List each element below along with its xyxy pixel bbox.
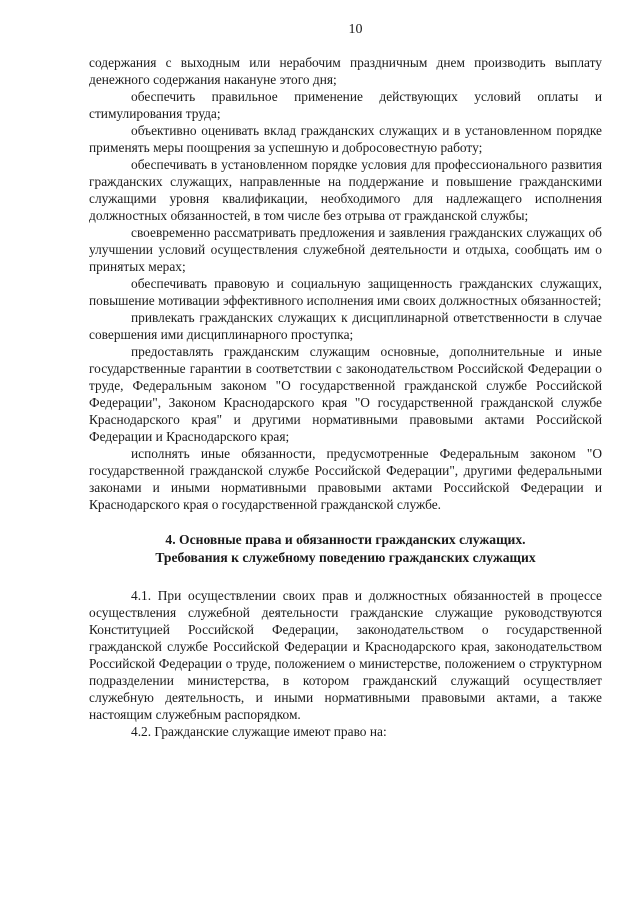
paragraph: объективно оценивать вклад гражданских служащих и в установленном порядке применять меры поощрения за успешную и добросовестную работу; [89, 123, 602, 155]
paragraphs-bottom [89, 587, 602, 740]
paragraph: своевременно рассматривать предложения и заявления гражданских служащих об улучшении условий осуществления служебной деятельности и отдыха, сообщать им о принятых мерах; [89, 225, 602, 274]
paragraph: обеспечивать правовую и социальную защищенность гражданских служащих, повышение мотивации эффективного исполнения ими своих должностных обязанностей; [89, 276, 602, 308]
paragraph: содержания с выходным или нерабочим праздничным днем производить выплату денежного содержания накануне этого дня; [89, 55, 602, 87]
paragraph: привлекать гражданских служащих к дисциплинарной ответственности в случае совершения ими дисциплинарного проступка; [89, 310, 602, 342]
page-number: 10 [348, 22, 363, 37]
paragraph: 4.2. Гражданские служащие имеют право на: [131, 724, 387, 739]
paragraph: предоставлять гражданским служащим основные, дополнительные и иные государственные гарантии в соответствии с законодательством Российской Федерации о труде, Федеральным законом "О государственной гражданской службе Российской Федерации", Законом Краснодарского края "О государственной гражданской службе Краснодарского края" и другими нормативными правовыми актами Российской Федерации и Краснодарского края; [89, 344, 602, 444]
section-heading-line-1: 4. Основные права и обязанности гражданских служащих. [165, 532, 526, 547]
paragraphs-top [89, 54, 602, 513]
paragraph: 4.1. При осуществлении своих прав и должностных обязанностей в процессе осуществления служебной деятельности гражданские служащие руководствуются Конституцией Российской Федерации, законодательством о государственной гражданской службе Российской Федерации и Краснодарского края, законодательством Российской Федерации о труде, положением о министерстве, положением о структурном подразделении министерства, в котором гражданский служащий осуществляет служебную деятельность, и иными нормативными правовыми актами, а также настоящим служебным распорядком. [89, 588, 602, 722]
paragraph: обеспечивать в установленном порядке условия для профессионального развития гражданских служащих, направленные на поддержание и повышение гражданскими служащими уровня квалификации, необходимого для надлежащего исполнения должностных обязанностей, в том числе без отрыва от гражданской службы; [89, 157, 602, 223]
paragraph: обеспечить правильное применение действующих условий оплаты и стимулирования труда; [89, 89, 602, 121]
section-heading [89, 531, 602, 567]
section-heading-line-2: Требования к служебному поведению гражданских служащих [155, 550, 536, 565]
paragraph: исполнять иные обязанности, предусмотренные Федеральным законом "О государственной гражданской службе Российской Федерации", другими федеральными законами и иными нормативными правовыми актами Российской Федерации и Краснодарского края о государственной гражданской службе. [89, 446, 602, 512]
